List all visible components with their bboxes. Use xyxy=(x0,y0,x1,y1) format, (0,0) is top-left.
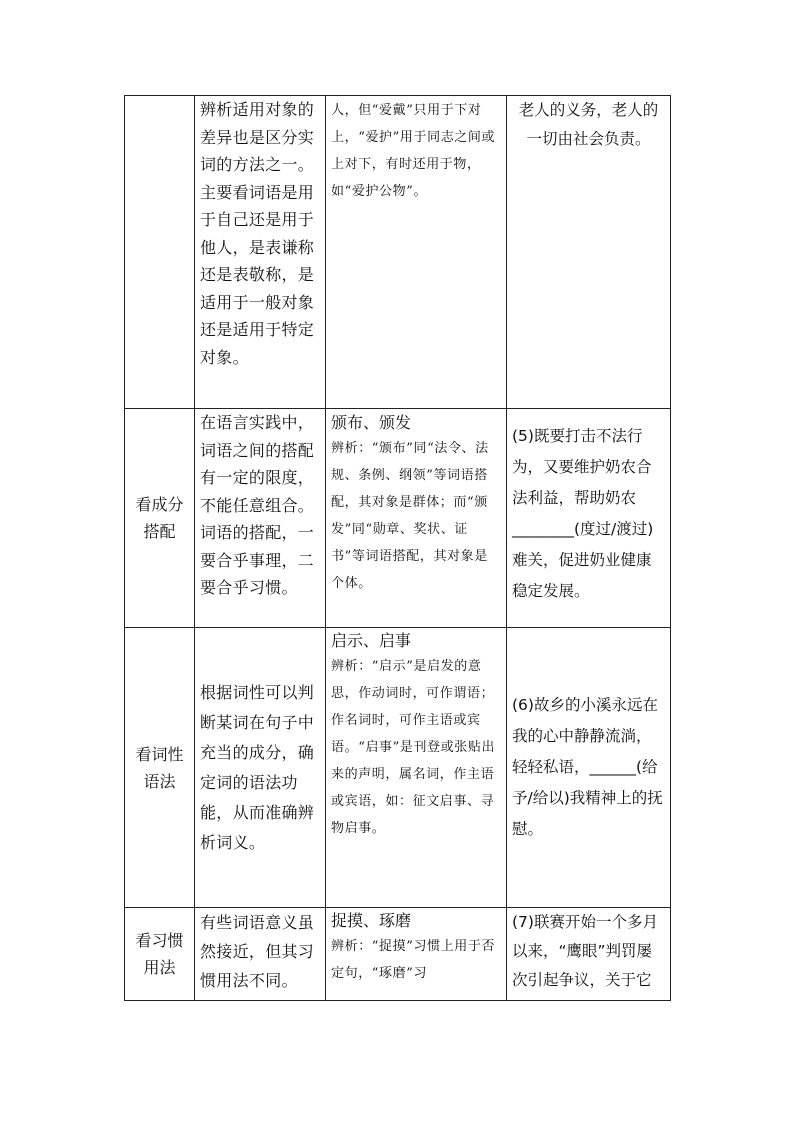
example-body: 辨析：“启示”是启发的意思，作动词时，可作谓语；作名词时，可作主语或宾语。“启事”是刊登或张贴出来的声明，属名词，作主语或宾语，如：征文启事、寻物启事。 xyxy=(331,659,496,836)
question-cell: (6)故乡的小溪永远在我的心中静静流淌，轻轻私语，______(给予/给以)我精神上的抚慰。 xyxy=(507,628,671,908)
explanation-cell: 辨析适用对象的差异也是区分实词的方法之一。主要看词语是用于自己还是用于他人，是表谦称还是表敬称，是适用于一般对象还是适用于特定对象。 xyxy=(195,96,326,409)
example-cell xyxy=(326,409,507,628)
explanation-cell: 根据词性可以判断某词在句子中充当的成分，确定词的语法功能，从而准确辨析词义。 xyxy=(195,628,326,908)
question-cell: (7)联赛开始一个多月以来，“鹰眼”判罚屡次引起争议，关于它 xyxy=(507,908,671,1001)
example-cell xyxy=(326,628,507,908)
row-label: 看成分搭配 xyxy=(125,409,195,628)
example-title: 捉摸、琢磨 xyxy=(331,911,412,930)
table-row xyxy=(125,96,671,409)
example-cell xyxy=(326,96,507,409)
table-row xyxy=(125,628,671,908)
question-cell: (5)既要打击不法行为，又要维护奶农合法利益，帮助奶农________(度过/渡过)难关，促进奶业健康稳定发展。 xyxy=(507,409,671,628)
explanation-cell: 在语言实践中，词语之间的搭配有一定的限度，不能任意组合。词语的搭配，一要合乎事理，二要合乎习惯。 xyxy=(195,409,326,628)
example-body: 人，但“爱戴”只用于下对上，“爱护”用于同志之间或上对下，有时还用于物，如“爱护公物”。 xyxy=(331,103,496,199)
table-row xyxy=(125,409,671,628)
row-label: 看习惯用法 xyxy=(125,908,195,1001)
table-row xyxy=(125,908,671,1001)
example-body: 辨析：“颁布”同“法令、法规、条例、纲领”等词语搭配，其对象是群体；而“颁发”同“勋章、奖状、证书”等词语搭配，其对象是个体。 xyxy=(331,441,489,591)
question-cell: 老人的义务，老人的一切由社会负责。 xyxy=(507,96,671,409)
explanation-cell: 有些词语意义虽然接近，但其习惯用法不同。 xyxy=(195,908,326,1001)
row-label: 看词性语法 xyxy=(125,628,195,908)
example-title: 颁布、颁发 xyxy=(331,413,412,432)
example-cell xyxy=(326,908,507,1001)
row-label xyxy=(125,96,195,409)
example-title: 启示、启事 xyxy=(331,631,412,650)
example-body: 辨析：“捉摸”习惯上用于否定句，“琢磨”习 xyxy=(331,939,496,981)
comparison-table xyxy=(124,95,671,1001)
